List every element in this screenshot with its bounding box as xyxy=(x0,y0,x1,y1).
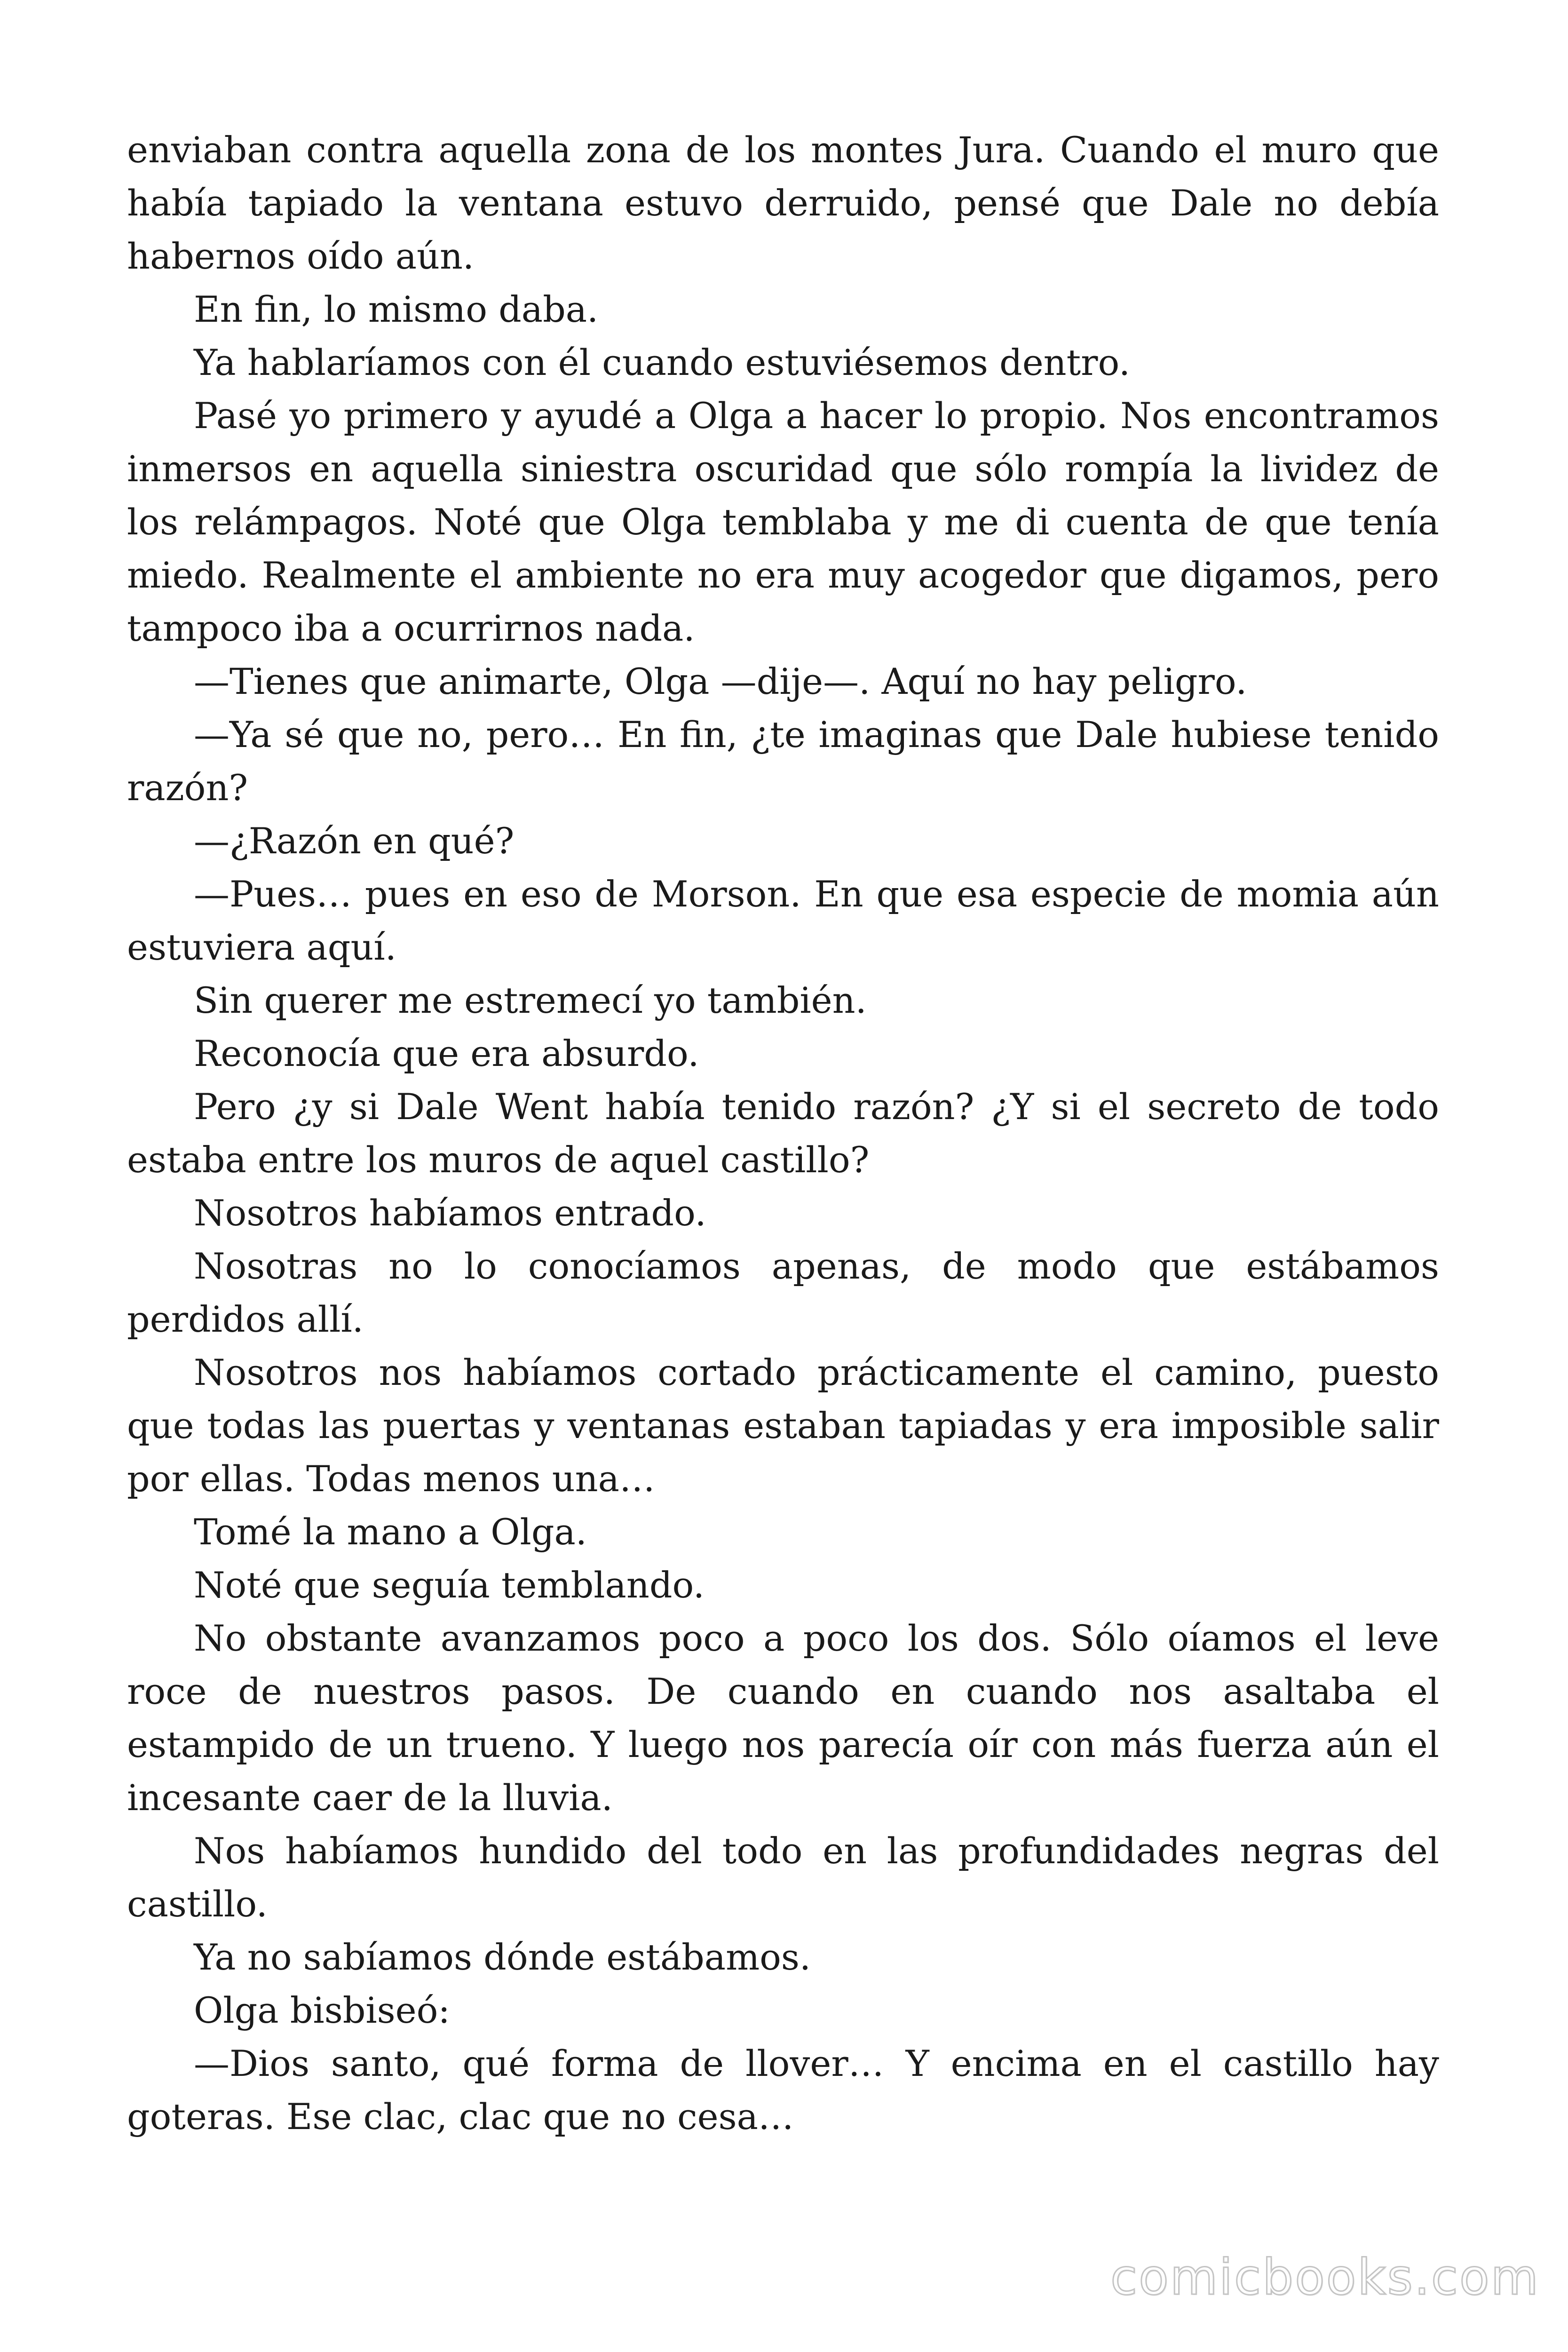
paragraph: Ya hablaríamos con él cuando estuviésemos dentro. xyxy=(194,342,1131,383)
paragraph: Nosotras no lo conocíamos apenas, de modo que estábamos perdidos allí. xyxy=(127,1245,1439,1340)
paragraph: Pasé yo primero y ayudé a Olga a hacer lo propio. Nos encontramos inmersos en aquella siniestra oscuridad que sólo rompía la lividez de los relámpagos. Noté que Olga temblaba y me di cuenta de que tenía miedo. Realmente el ambiente no era muy acogedor que digamos, pero tampoco iba a ocurrirnos nada. xyxy=(127,395,1439,649)
watermark: comicbooks.com xyxy=(1110,2249,1540,2306)
body-text xyxy=(127,123,1439,2143)
paragraph: Nosotros habíamos entrado. xyxy=(194,1192,706,1234)
paragraph: Noté que seguía temblando. xyxy=(194,1564,705,1606)
paragraph: enviaban contra aquella zona de los montes Jura. Cuando el muro que había tapiado la ventana estuvo derruido, pensé que Dale no debía habernos oído aún. xyxy=(127,129,1439,277)
paragraph: Sin querer me estremecí yo también. xyxy=(194,979,867,1021)
paragraph: —¿Razón en qué? xyxy=(194,820,515,862)
paragraph: Pero ¿y si Dale Went había tenido razón? ¿Y si el secreto de todo estaba entre los muros de aquel castillo? xyxy=(127,1086,1439,1181)
paragraph: Nos habíamos hundido del todo en las profundidades negras del castillo. xyxy=(127,1830,1439,1925)
paragraph: —Ya sé que no, pero… En fin, ¿te imaginas que Dale hubiese tenido razón? xyxy=(127,714,1439,809)
paragraph: Nosotros nos habíamos cortado prácticamente el camino, puesto que todas las puertas y ventanas estaban tapiadas y era imposible salir por ellas. Todas menos una… xyxy=(127,1351,1439,1500)
paragraph: —Dios santo, qué forma de llover… Y encima en el castillo hay goteras. Ese clac, clac que no cesa… xyxy=(127,2042,1439,2137)
paragraph: Olga bisbiseó: xyxy=(194,1989,450,2031)
paragraph: —Tienes que animarte, Olga —dije—. Aquí no hay peligro. xyxy=(194,660,1247,702)
paragraph: No obstante avanzamos poco a poco los dos. Sólo oíamos el leve roce de nuestros pasos. De cuando en cuando nos asaltaba el estampido de un trueno. Y luego nos parecía oír con más fuerza aún el incesante caer de la lluvia. xyxy=(127,1617,1439,1819)
paragraph: —Pues… pues en eso de Morson. En que esa especie de momia aún estuviera aquí. xyxy=(127,873,1439,968)
paragraph: Reconocía que era absurdo. xyxy=(194,1033,699,1074)
paragraph: Ya no sabíamos dónde estábamos. xyxy=(194,1936,811,1978)
paragraph: En fin, lo mismo daba. xyxy=(194,288,599,330)
paragraph: Tomé la mano a Olga. xyxy=(194,1511,587,1553)
